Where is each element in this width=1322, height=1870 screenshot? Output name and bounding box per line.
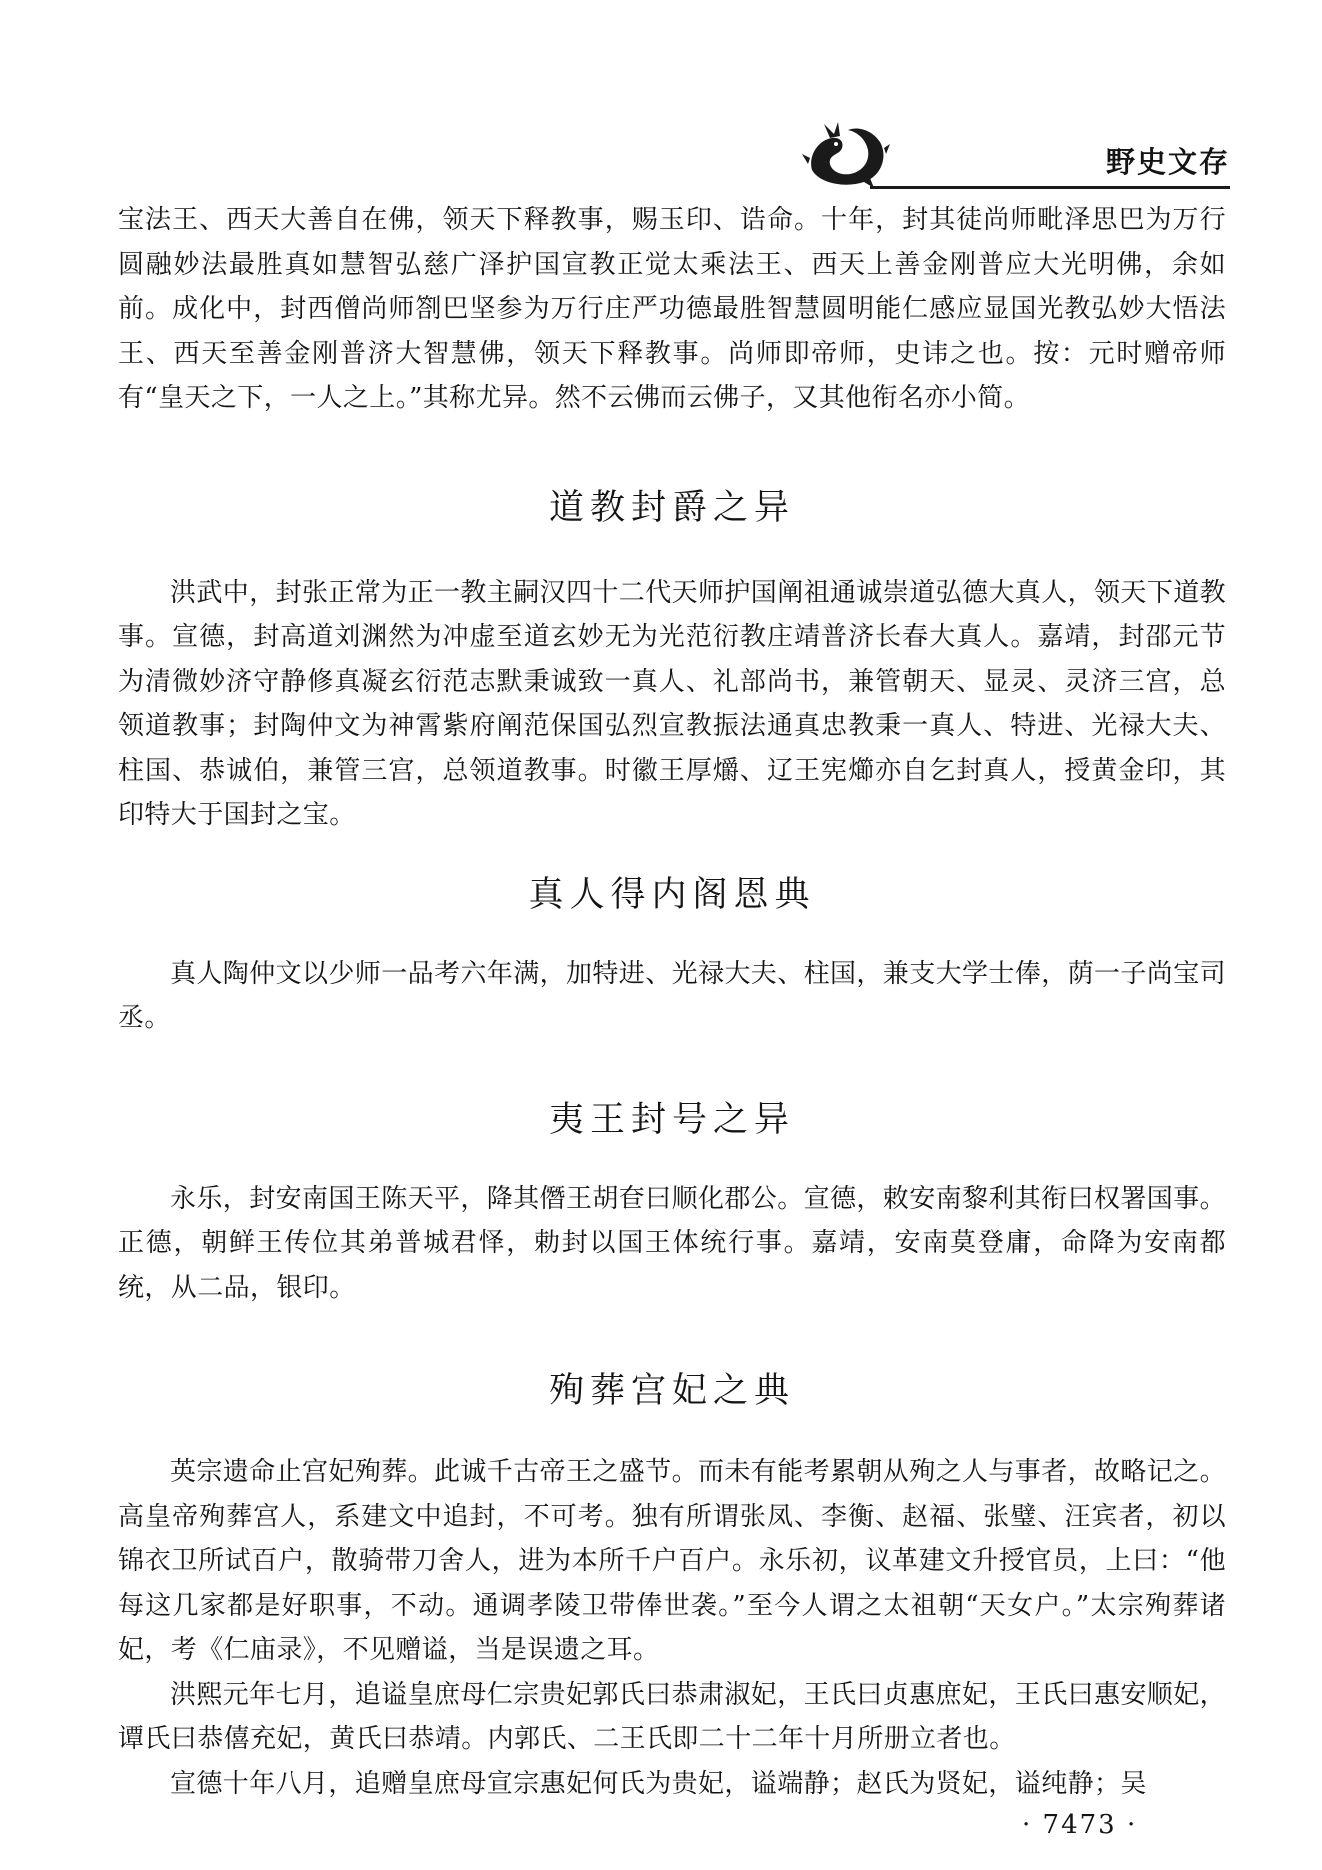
header-rule [870,186,1230,189]
dragon-icon [800,118,890,188]
body-paragraph: 永乐，封安南国王陈天平，降其僭王胡奆曰顺化郡公。宣德，敕安南黎利其衔曰权署国事。正德，朝鲜王传位其弟普城君怿，勅封以国王体统行事。嘉靖，安南莫登庸，命降为安南都统，从二品，银印。 [118,1183,1227,1303]
section-heading: 道教封爵之异 [548,487,795,528]
body-paragraph: 宝法王、西天大善自在佛，领天下释教事，赐玉印、诰命。十年，封其徒尚师毗泽思巴为万行圆融妙法最胜真如慧智弘慈广泽护国宣教正觉太乘法王、西天上善金刚普应大光明佛，余如前。成化中，封西僧尚师劄巴坚参为万行庄严功德最胜智慧圆明能仁感应显国光教弘妙大悟法王、西天至善金刚普济大智慧佛，领天下释教事。尚师即帝师，史讳之也。按：元时赠帝师有“皇天之下，一人之上。”其称尤异。然不云佛而云佛子，又其他衔名亦小简。 [118,205,1226,413]
body-paragraph: 英宗遗命止宫妃殉葬。此诚千古帝王之盛节。而未有能考累朝从殉之人与事者，故略记之。高皇帝殉葬宫人，系建文中追封，不可考。独有所谓张凤、李衡、赵福、张璧、汪宾者，初以锦衣卫所试百户，散骑带刀舍人，进为本所千户百户。永乐初，议革建文升授官员，上曰：“他每这几家都是好职事，不动。通调孝陵卫带俸世袭。”至今人谓之太祖朝“天女户。”太宗殉葬诸妃，考《仁庙录》，不见赠谥，当是误遗之耳。 [118,1457,1227,1665]
page-number: · 7473 · [1022,1810,1138,1840]
series-title: 野史文存 [1105,145,1230,179]
body-paragraph: 宣德十年八月，追赠皇庶母宣宗惠妃何氏为贵妃，谥端静；赵氏为贤妃，谥纯静；吴 [170,1768,1147,1799]
section-heading: 夷王封号之异 [548,1099,795,1140]
section-heading: 真人得内阁恩典 [528,874,816,915]
running-header [800,118,1230,190]
page-body [118,198,1226,1806]
section-heading: 殉葬宫妃之典 [548,1371,795,1411]
body-paragraph: 真人陶仲文以少师一品考六年满，加特进、光禄大夫、柱国，兼支大学士俸，荫一子尚宝司丞。 [118,958,1227,1033]
body-paragraph: 洪武中，封张正常为正一教主嗣汉四十二代天师护国阐祖通诚崇道弘德大真人，领天下道教事。宣德，封高道刘渊然为冲虚至道玄妙无为光范衍教庄靖普济长春大真人。嘉靖，封邵元节为清微妙济守静修真凝玄衍范志默秉诚致一真人、礼部尚书，兼管朝天、显灵、灵济三宫，总领道教事；封陶仲文为神霄紫府阐范保国弘烈宣教振法通真忠教秉一真人、特进、光禄大夫、柱国、恭诚伯，兼管三宫，总领道教事。时徽王厚爝、辽王宪㸅亦自乞封真人，授黄金印，其印特大于国封之宝。 [118,577,1227,830]
body-paragraph: 洪熙元年七月，追谥皇庶母仁宗贵妃郭氏曰恭肃淑妃，王氏曰贞惠庶妃，王氏曰惠安顺妃，谭氏曰恭僖充妃，黄氏曰恭靖。内郭氏、二王氏即二十二年十月所册立者也。 [118,1679,1227,1754]
